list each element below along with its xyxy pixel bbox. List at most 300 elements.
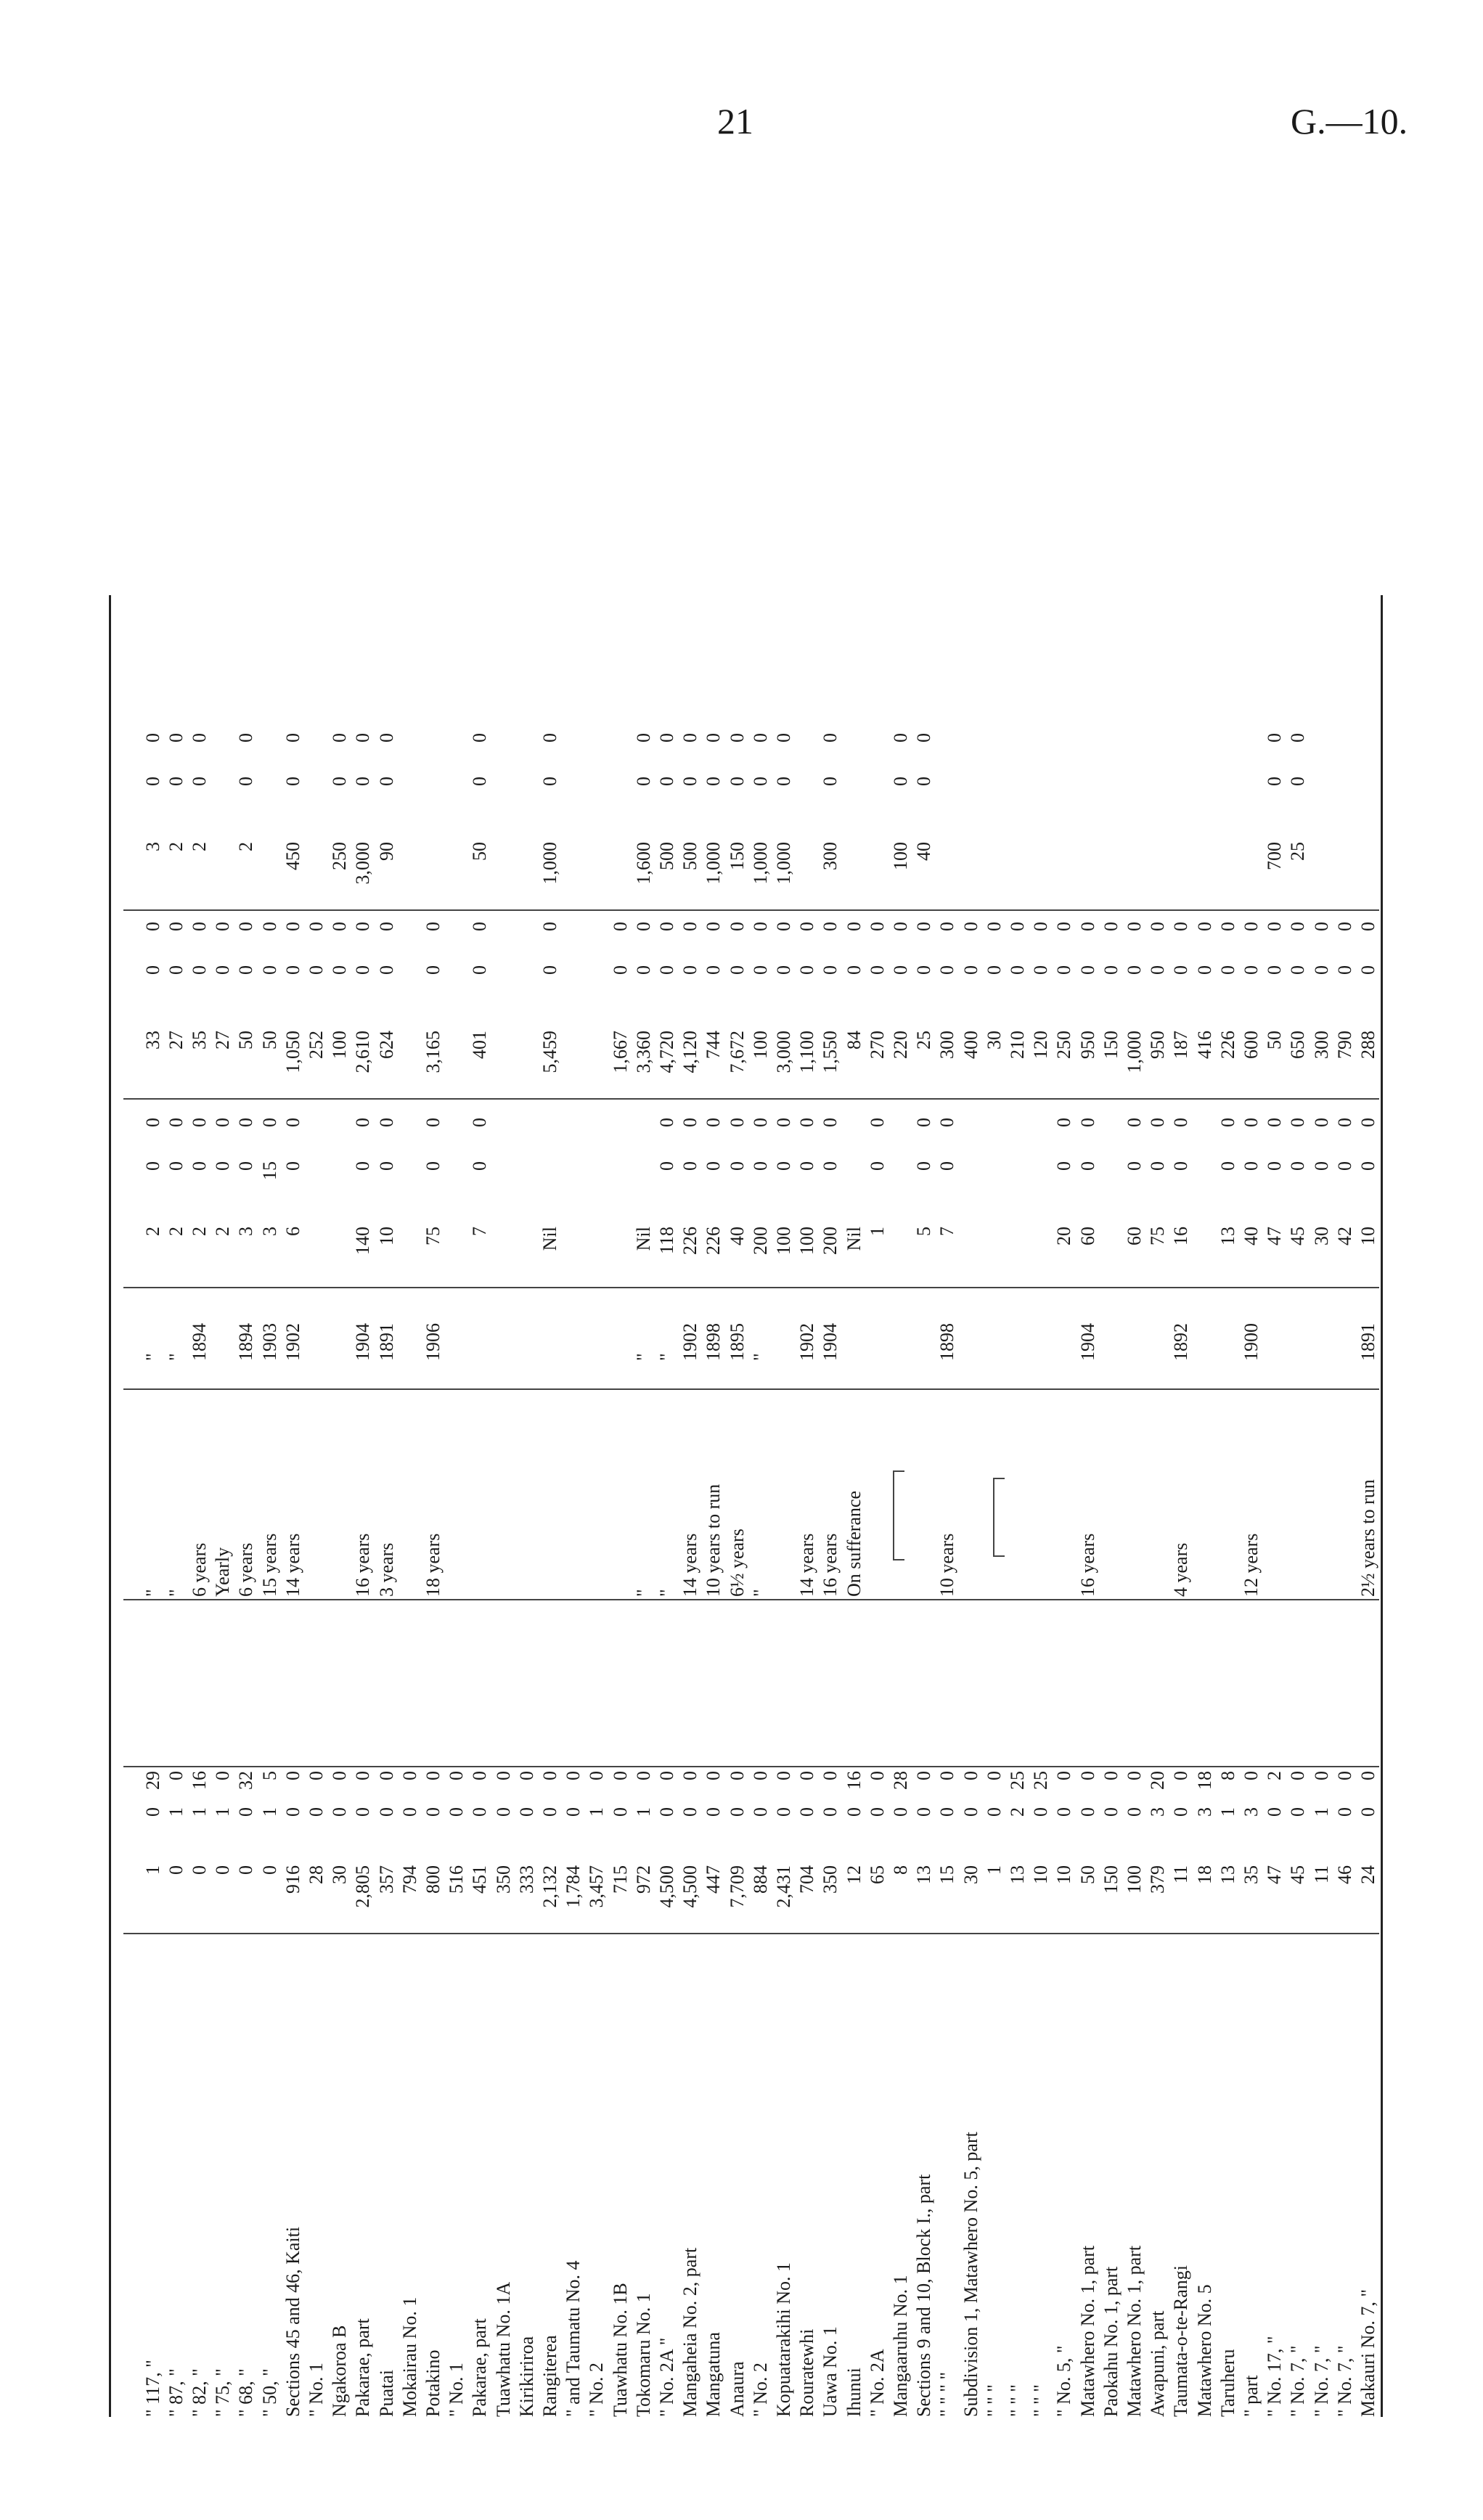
rent-figure: 100	[773, 1227, 794, 1255]
lease-year: 1891	[375, 1323, 397, 1361]
value-figure: 0	[1007, 922, 1028, 931]
debt-figure: 0	[913, 777, 935, 786]
value-figure: 0	[679, 965, 701, 975]
area-figure: 447	[703, 1865, 724, 1894]
area-figure: 1	[189, 1807, 210, 1817]
land-name: Pakarae, part	[469, 2318, 491, 2417]
value-figure: 401	[469, 1031, 491, 1059]
value-figure: 0	[773, 965, 794, 975]
land-name: Ihunui	[843, 2368, 865, 2417]
lease-term: 6 years	[189, 1542, 210, 1597]
land-name: Tuawhatu No. 1A	[492, 2281, 514, 2417]
rent-figure: 0	[212, 1118, 234, 1127]
value-figure: 1,000	[1124, 1031, 1145, 1073]
rent-figure: 0	[1076, 1161, 1098, 1171]
value-figure: 0	[352, 922, 374, 931]
rent-figure: 0	[469, 1118, 491, 1127]
rent-figure: 0	[679, 1118, 701, 1127]
debt-figure: 0	[165, 777, 187, 786]
value-figure: 0	[983, 965, 1005, 975]
value-figure: 0	[936, 965, 958, 975]
lease-term: "	[749, 1589, 771, 1597]
value-figure: 0	[1147, 965, 1169, 975]
area-figure: 47	[1264, 1865, 1286, 1884]
area-figure: 25	[1030, 1771, 1052, 1790]
value-figure: 0	[1310, 965, 1332, 975]
area-figure: 0	[1310, 1771, 1332, 1780]
value-figure: 0	[936, 922, 958, 931]
area-figure: 2	[1264, 1771, 1286, 1780]
area-figure: 18	[1193, 1771, 1215, 1790]
value-figure: 3,360	[632, 1031, 654, 1073]
area-figure: 4,500	[656, 1865, 677, 1908]
rent-figure: 6	[282, 1227, 303, 1236]
debt-figure: 0	[539, 733, 560, 742]
area-figure: 0	[983, 1771, 1005, 1780]
area-figure: 0	[212, 1771, 234, 1780]
debt-figure: 0	[656, 733, 677, 742]
area-figure: 0	[375, 1807, 397, 1817]
rent-figure: 0	[189, 1118, 210, 1127]
debt-figure: 0	[890, 733, 911, 742]
area-figure: 0	[492, 1807, 514, 1817]
value-figure: 0	[235, 965, 257, 975]
rent-figure: 0	[679, 1161, 701, 1171]
lease-term: Yearly	[212, 1547, 234, 1597]
area-figure: 7,709	[726, 1865, 748, 1908]
rent-figure: Nil	[539, 1227, 560, 1251]
value-figure: 50	[235, 1031, 257, 1050]
area-figure: 0	[1076, 1771, 1098, 1780]
area-figure: 0	[1100, 1771, 1122, 1780]
value-figure: 0	[609, 922, 631, 931]
value-figure: 0	[1170, 922, 1192, 931]
land-name: " 117, "	[142, 2360, 163, 2417]
land-name: Awapuni, part	[1147, 2310, 1169, 2417]
area-figure: 0	[726, 1807, 748, 1817]
value-figure: 252	[306, 1031, 327, 1059]
area-figure: 0	[422, 1771, 444, 1780]
value-figure: 0	[539, 965, 560, 975]
lease-year: 1904	[820, 1323, 841, 1361]
debt-figure: 2	[165, 842, 187, 851]
rent-figure: 40	[1241, 1227, 1262, 1245]
value-figure: 4,720	[656, 1031, 677, 1073]
table-top-rule	[109, 595, 111, 2417]
value-figure: 0	[726, 922, 748, 931]
area-figure: 0	[1333, 1807, 1355, 1817]
value-figure: 0	[1287, 965, 1309, 975]
value-figure: 84	[843, 1031, 865, 1050]
debt-figure: 0	[329, 733, 351, 742]
value-figure: 0	[890, 965, 911, 975]
value-figure: 35	[189, 1031, 210, 1050]
area-figure: 2,431	[773, 1865, 794, 1908]
area-figure: 0	[936, 1771, 958, 1780]
area-figure: 13	[913, 1865, 935, 1884]
area-figure: 0	[1030, 1807, 1052, 1817]
lease-term: 14 years	[796, 1533, 818, 1597]
land-name: Paokahu No. 1, part	[1100, 2266, 1122, 2417]
column-divider	[123, 1766, 1379, 1767]
value-figure: 0	[820, 922, 841, 931]
rent-figure: 0	[1287, 1161, 1309, 1171]
area-figure: 0	[306, 1771, 327, 1780]
lease-term: 2½ years to run	[1357, 1479, 1378, 1597]
value-figure: 400	[960, 1031, 981, 1059]
area-figure: 35	[1241, 1865, 1262, 1884]
debt-figure: 0	[679, 733, 701, 742]
rent-figure: 0	[1287, 1118, 1309, 1127]
value-figure: 0	[1124, 922, 1145, 931]
area-figure: 0	[843, 1807, 865, 1817]
rent-figure: 0	[282, 1161, 303, 1171]
column-divider	[123, 1388, 1379, 1390]
area-figure: 4,500	[679, 1865, 701, 1908]
area-figure: 0	[165, 1865, 187, 1875]
area-figure: 15	[936, 1865, 958, 1884]
value-figure: 4,120	[679, 1031, 701, 1073]
land-name: Rouratewhi	[796, 2328, 818, 2417]
rent-figure: 60	[1076, 1227, 1098, 1245]
value-figure: 300	[936, 1031, 958, 1059]
lease-year: "	[142, 1353, 163, 1361]
area-figure: 0	[890, 1807, 911, 1817]
area-figure: 1	[586, 1807, 608, 1817]
value-figure: 0	[1310, 922, 1332, 931]
area-figure: 0	[983, 1807, 1005, 1817]
area-figure: 18	[1193, 1865, 1215, 1884]
debt-figure: 1,600	[632, 842, 654, 885]
value-figure: 600	[1241, 1031, 1262, 1059]
debt-figure: 0	[773, 733, 794, 742]
area-figure: 0	[492, 1771, 514, 1780]
rent-figure: 30	[1310, 1227, 1332, 1245]
area-figure: 0	[1241, 1771, 1262, 1780]
land-name: Makauri No. 7, "	[1357, 2289, 1378, 2417]
debt-figure: 0	[375, 733, 397, 742]
value-figure: 0	[703, 965, 724, 975]
value-figure: 0	[866, 922, 888, 931]
value-figure: 0	[609, 965, 631, 975]
value-figure: 220	[890, 1031, 911, 1059]
value-figure: 288	[1357, 1031, 1378, 1059]
area-figure: 0	[1170, 1771, 1192, 1780]
value-figure: 0	[1193, 965, 1215, 975]
value-figure: 1,100	[796, 1031, 818, 1073]
value-figure: 0	[422, 965, 444, 975]
value-figure: 150	[1100, 1031, 1122, 1059]
page-number: 21	[717, 101, 753, 142]
land-name: " 68, "	[235, 2368, 257, 2417]
area-figure: 0	[1287, 1807, 1309, 1817]
lease-year: "	[632, 1353, 654, 1361]
area-figure: 0	[375, 1771, 397, 1780]
debt-figure: 150	[726, 842, 748, 870]
land-name: " No. 7, "	[1287, 2345, 1309, 2417]
rent-figure: Nil	[843, 1227, 865, 1251]
area-figure: 704	[796, 1865, 818, 1894]
value-figure: 0	[1357, 965, 1378, 975]
area-figure: 3,457	[586, 1865, 608, 1908]
land-name: Matawhero No. 1, part	[1124, 2245, 1145, 2417]
rent-figure: 3	[235, 1227, 257, 1236]
lease-year: 1898	[703, 1323, 724, 1361]
rotated-land-table	[109, 595, 1386, 2417]
debt-figure: 0	[679, 777, 701, 786]
value-figure: 0	[469, 922, 491, 931]
value-figure: 0	[749, 965, 771, 975]
area-figure: 0	[749, 1807, 771, 1817]
value-figure: 0	[352, 965, 374, 975]
area-figure: 65	[866, 1865, 888, 1884]
value-figure: 0	[1076, 965, 1098, 975]
rent-figure: 0	[235, 1118, 257, 1127]
land-name: " and Taumatu No. 4	[563, 2260, 584, 2417]
land-name: Ngakoroa B	[329, 2325, 351, 2417]
land-name: Rangiterea	[539, 2335, 560, 2417]
value-figure: 300	[1310, 1031, 1332, 1059]
land-name: " " "	[983, 2384, 1005, 2417]
value-figure: 0	[1241, 965, 1262, 975]
lease-term: 6½ years	[726, 1529, 748, 1597]
value-figure: 0	[1053, 922, 1075, 931]
value-figure: 0	[258, 965, 280, 975]
value-figure: 5,459	[539, 1031, 560, 1073]
debt-figure: 0	[189, 777, 210, 786]
land-name: Pakarae, part	[352, 2318, 374, 2417]
value-figure: 0	[1333, 922, 1355, 931]
area-figure: 0	[422, 1807, 444, 1817]
lease-year: 1895	[726, 1323, 748, 1361]
land-name: Taumata-o-te-Rangi	[1170, 2265, 1192, 2417]
area-figure: 0	[282, 1807, 303, 1817]
debt-figure: 0	[1287, 733, 1309, 742]
rent-figure: 0	[866, 1161, 888, 1171]
value-figure: 0	[1147, 922, 1169, 931]
land-name: " part	[1241, 2375, 1262, 2417]
debt-figure: 0	[749, 777, 771, 786]
debt-figure: 0	[189, 733, 210, 742]
value-figure: 0	[142, 922, 163, 931]
area-figure: 1	[142, 1865, 163, 1875]
area-figure: 1	[165, 1807, 187, 1817]
rent-figure: 2	[165, 1227, 187, 1236]
area-figure: 0	[539, 1771, 560, 1780]
debt-figure: 1,000	[773, 842, 794, 885]
area-figure: 46	[1333, 1865, 1355, 1884]
area-figure: 28	[890, 1771, 911, 1790]
land-name: " 82, "	[189, 2368, 210, 2417]
value-figure: 0	[726, 965, 748, 975]
area-figure: 0	[1076, 1807, 1098, 1817]
value-figure: 0	[1217, 922, 1238, 931]
lease-year: 1904	[1076, 1323, 1098, 1361]
area-figure: 25	[1007, 1771, 1028, 1790]
area-figure: 0	[329, 1807, 351, 1817]
debt-figure: 0	[282, 733, 303, 742]
column-divider	[123, 909, 1379, 911]
debt-figure: 0	[632, 733, 654, 742]
area-figure: 0	[773, 1807, 794, 1817]
debt-figure: 0	[726, 777, 748, 786]
area-figure: 0	[165, 1771, 187, 1780]
area-figure: 0	[703, 1771, 724, 1780]
land-name: Mokairau No. 1	[399, 2296, 420, 2417]
debt-figure: 50	[469, 842, 491, 861]
debt-figure: 0	[656, 777, 677, 786]
value-figure: 950	[1076, 1031, 1098, 1059]
rent-figure: 0	[1333, 1161, 1355, 1171]
rent-figure: 45	[1287, 1227, 1309, 1245]
rent-figure: 42	[1333, 1227, 1355, 1245]
debt-figure: 0	[539, 777, 560, 786]
area-figure: 0	[1053, 1807, 1075, 1817]
lease-term: 18 years	[422, 1533, 444, 1597]
value-figure: 0	[282, 965, 303, 975]
lease-term: 10 years to run	[703, 1484, 724, 1597]
debt-figure: 0	[1264, 777, 1286, 786]
lease-term: 6 years	[235, 1542, 257, 1597]
rent-figure: 0	[142, 1118, 163, 1127]
debt-figure: 0	[1264, 733, 1286, 742]
rent-figure: 200	[820, 1227, 841, 1255]
area-figure: 0	[1124, 1807, 1145, 1817]
value-figure: 0	[656, 922, 677, 931]
area-figure: 16	[843, 1771, 865, 1790]
area-figure: 30	[960, 1865, 981, 1884]
land-name: " No. 2	[586, 2362, 608, 2417]
rent-figure: 0	[1357, 1118, 1378, 1127]
land-name: Sections 45 and 46, Kaiti	[282, 2226, 303, 2417]
land-name: " " " "	[936, 2372, 958, 2417]
column-divider	[123, 1098, 1379, 1100]
area-figure: 0	[539, 1807, 560, 1817]
area-figure: 972	[632, 1865, 654, 1894]
value-figure: 0	[329, 965, 351, 975]
area-figure: 0	[352, 1771, 374, 1780]
land-name: Sections 9 and 10, Block I., part	[913, 2174, 935, 2417]
value-figure: 0	[1357, 922, 1378, 931]
rent-figure: 40	[726, 1227, 748, 1245]
lease-term: "	[632, 1589, 654, 1597]
area-figure: 0	[1357, 1807, 1378, 1817]
rent-figure: 0	[749, 1118, 771, 1127]
area-figure: 0	[913, 1771, 935, 1780]
lease-term: 10 years	[936, 1533, 958, 1597]
area-figure: 28	[306, 1865, 327, 1884]
value-figure: 0	[1217, 965, 1238, 975]
area-figure: 0	[563, 1807, 584, 1817]
rent-figure: 0	[726, 1118, 748, 1127]
value-figure: 0	[749, 922, 771, 931]
area-figure: 0	[399, 1807, 420, 1817]
land-name: Subdivision 1, Matawhero No. 5, part	[960, 2132, 981, 2417]
rent-figure: 3	[258, 1227, 280, 1236]
value-figure: 0	[165, 965, 187, 975]
value-figure: 0	[1053, 965, 1075, 975]
rent-figure: 0	[375, 1118, 397, 1127]
value-figure: 0	[656, 965, 677, 975]
land-name: Potakino	[422, 2349, 444, 2417]
value-figure: 0	[703, 922, 724, 931]
area-figure: 1	[632, 1807, 654, 1817]
rent-figure: 0	[1147, 1118, 1169, 1127]
value-figure: 790	[1333, 1031, 1355, 1059]
rent-figure: 0	[1264, 1161, 1286, 1171]
area-figure: 379	[1147, 1865, 1169, 1894]
value-figure: 0	[212, 965, 234, 975]
rent-figure: 2	[142, 1227, 163, 1236]
area-figure: 50	[1076, 1865, 1098, 1884]
area-figure: 0	[515, 1807, 537, 1817]
land-name: " No. 5, "	[1053, 2345, 1075, 2417]
rent-figure: 0	[936, 1161, 958, 1171]
rent-figure: 0	[422, 1118, 444, 1127]
area-figure: 1,784	[563, 1865, 584, 1908]
rent-figure: 0	[913, 1161, 935, 1171]
area-figure: 0	[306, 1807, 327, 1817]
value-figure: 100	[329, 1031, 351, 1059]
area-figure: 0	[1333, 1771, 1355, 1780]
value-figure: 2,610	[352, 1031, 374, 1073]
debt-figure: 0	[235, 777, 257, 786]
rent-figure: 75	[422, 1227, 444, 1245]
debt-figure: 3	[142, 842, 163, 851]
lease-year: 1898	[936, 1323, 958, 1361]
lease-term: 14 years	[282, 1533, 303, 1597]
rent-figure: 60	[1124, 1227, 1145, 1245]
area-figure: 0	[656, 1771, 677, 1780]
rent-figure: 140	[352, 1227, 374, 1255]
value-figure: 624	[375, 1031, 397, 1059]
rent-figure: 0	[1217, 1118, 1238, 1127]
rent-figure: 20	[1053, 1227, 1075, 1245]
area-figure: 350	[820, 1865, 841, 1894]
rent-figure: 118	[656, 1227, 677, 1255]
value-figure: 0	[796, 922, 818, 931]
debt-figure: 0	[375, 777, 397, 786]
land-name: Mangaaruhu No. 1	[890, 2275, 911, 2417]
land-name: Anaura	[726, 2361, 748, 2417]
debt-figure: 450	[282, 842, 303, 870]
area-figure: 0	[796, 1807, 818, 1817]
value-figure: 0	[469, 965, 491, 975]
debt-figure: 0	[469, 733, 491, 742]
rent-figure: 2	[212, 1227, 234, 1236]
rent-figure: 0	[212, 1161, 234, 1171]
rent-figure: 0	[1333, 1118, 1355, 1127]
lease-year: 1900	[1241, 1323, 1262, 1361]
rent-figure: 226	[703, 1227, 724, 1255]
area-figure: 0	[773, 1771, 794, 1780]
value-figure: 744	[703, 1031, 724, 1059]
land-name: Tokomaru No. 1	[632, 2293, 654, 2417]
area-figure: 0	[515, 1771, 537, 1780]
debt-figure: 1,000	[539, 842, 560, 885]
lease-year: 1902	[282, 1323, 303, 1361]
debt-figure: 0	[165, 733, 187, 742]
area-figure: 3	[1241, 1807, 1262, 1817]
area-figure: 13	[1007, 1865, 1028, 1884]
lease-year: "	[656, 1353, 677, 1361]
land-name: " " "	[1030, 2384, 1052, 2417]
debt-figure: 2	[189, 842, 210, 851]
column-divider	[123, 1933, 1379, 1934]
rent-figure: 0	[469, 1161, 491, 1171]
area-figure: 0	[399, 1771, 420, 1780]
area-figure: 715	[609, 1865, 631, 1894]
